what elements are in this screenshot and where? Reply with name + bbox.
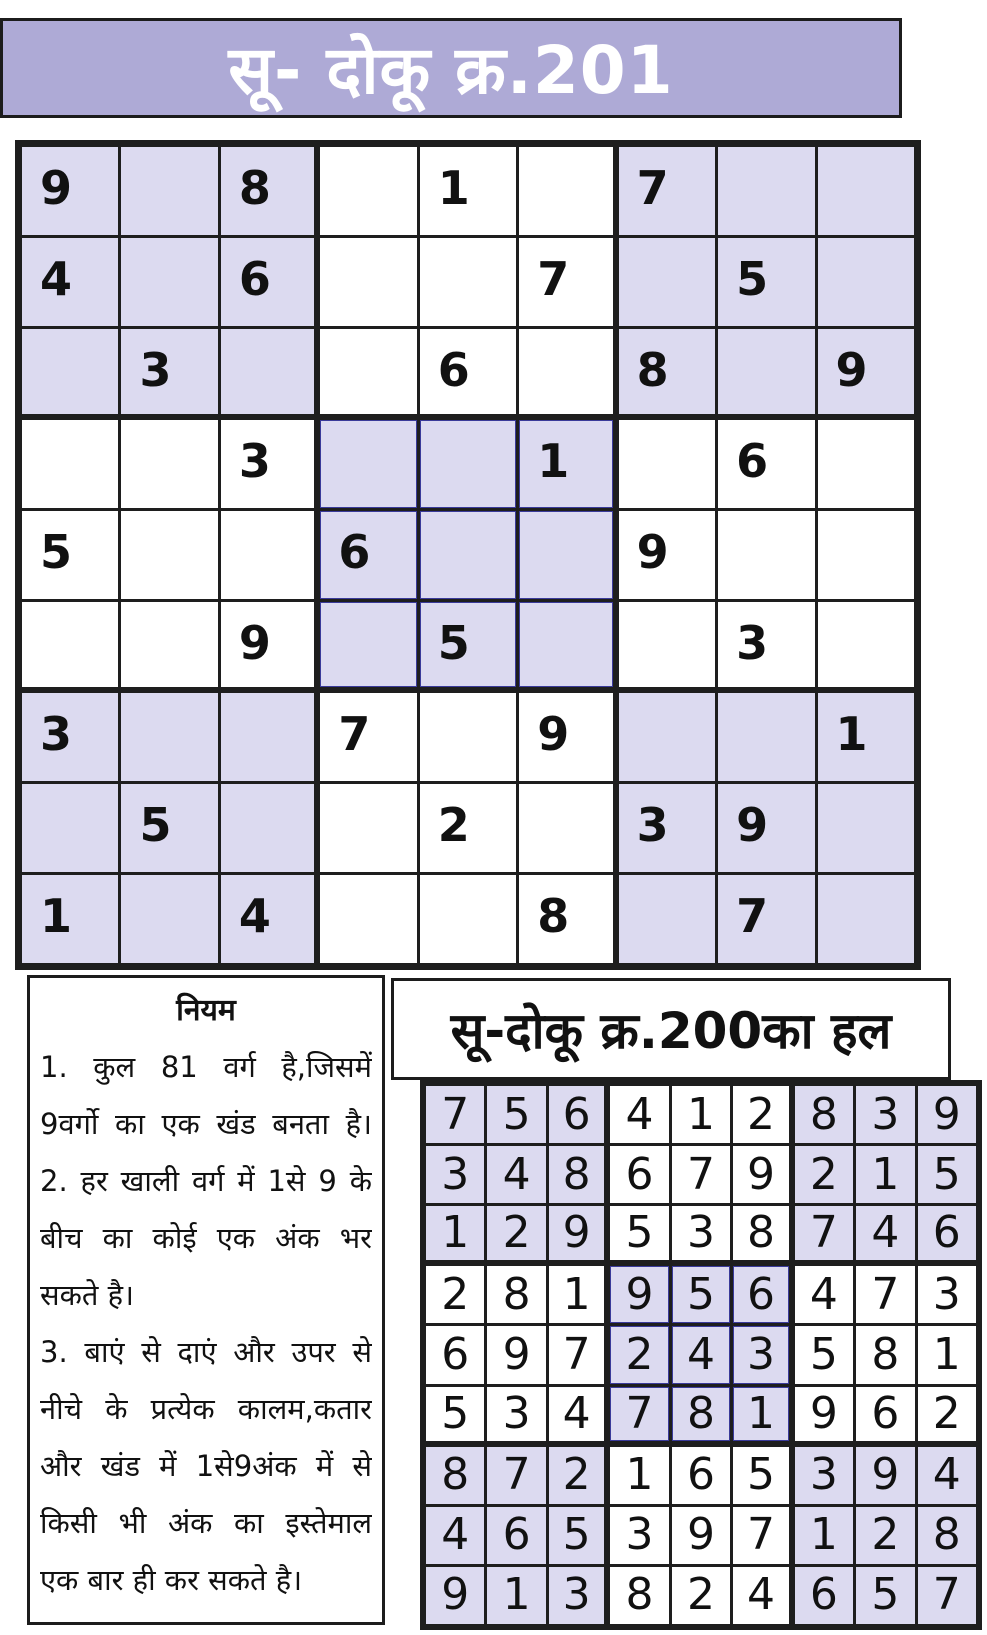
solution-cell	[918, 1086, 976, 1143]
rules-heading: नियम	[176, 993, 236, 1028]
solution-cell	[856, 1567, 914, 1624]
solution-digit: 3	[502, 1387, 531, 1439]
solution-digit: 4	[871, 1207, 900, 1259]
puzzle-digit: 3	[40, 707, 73, 761]
puzzle-cell	[619, 238, 715, 326]
puzzle-digit: 6	[338, 525, 371, 579]
puzzle-cell	[519, 511, 612, 599]
solution-cell	[610, 1266, 668, 1323]
puzzle-cell	[22, 784, 118, 872]
puzzle-cell	[619, 147, 715, 235]
puzzle-digit: 8	[238, 161, 271, 215]
puzzle-cell	[818, 602, 914, 687]
puzzle-cell	[121, 875, 217, 963]
solution-cell	[918, 1146, 976, 1203]
solution-digit: 8	[871, 1328, 900, 1380]
solution-digit: 4	[625, 1088, 654, 1140]
solution-cell	[487, 1447, 545, 1504]
solution-digit: 5	[562, 1509, 591, 1561]
puzzle-cell	[519, 420, 612, 508]
solution-cell	[856, 1326, 914, 1383]
solution-cell	[487, 1507, 545, 1564]
solution-cell	[795, 1387, 853, 1441]
solution-cell	[672, 1567, 730, 1624]
puzzle-cell	[221, 420, 314, 508]
solution-cell	[487, 1567, 545, 1624]
solution-cell	[918, 1567, 976, 1624]
solution-cell	[672, 1206, 730, 1260]
puzzle-cell	[818, 784, 914, 872]
solution-cell	[549, 1206, 604, 1260]
solution-digit: 5	[686, 1268, 715, 1320]
puzzle-cell	[420, 511, 516, 599]
puzzle-digit: 3	[139, 343, 172, 397]
solution-cell	[610, 1567, 668, 1624]
solution-digit: 1	[871, 1148, 900, 1200]
solution-cell	[426, 1326, 484, 1383]
solution-cell	[672, 1507, 730, 1564]
puzzle-cell	[420, 784, 516, 872]
solution-digit: 5	[502, 1088, 531, 1140]
solution-cell	[549, 1507, 604, 1564]
puzzle-cell	[718, 693, 814, 781]
puzzle-digit: 9	[736, 798, 769, 852]
solution-cell	[856, 1266, 914, 1323]
puzzle-cell	[22, 511, 118, 599]
solution-cell	[672, 1146, 730, 1203]
solution-digit: 3	[441, 1148, 470, 1200]
solution-cell	[733, 1507, 788, 1564]
solution-digit: 6	[441, 1328, 470, 1380]
solution-cell	[733, 1086, 788, 1143]
solution-digit: 2	[562, 1449, 591, 1501]
solution-digit: 3	[809, 1449, 838, 1501]
solution-cell	[795, 1567, 853, 1624]
solution-digit: 6	[932, 1207, 961, 1259]
puzzle-digit: 1	[40, 889, 73, 943]
puzzle-cell	[818, 147, 914, 235]
solution-cell	[426, 1146, 484, 1203]
solution-digit: 1	[441, 1207, 470, 1259]
puzzle-cell	[320, 511, 416, 599]
solution-cell	[426, 1447, 484, 1504]
solution-cell	[856, 1447, 914, 1504]
puzzle-cell	[718, 238, 814, 326]
solution-cell	[487, 1266, 545, 1323]
rules-line: 3. बाएं से दाएं और उपर से	[40, 1335, 372, 1369]
puzzle-cell	[420, 875, 516, 963]
solution-cell	[487, 1326, 545, 1383]
solution-cell	[610, 1387, 668, 1441]
solution-digit: 7	[441, 1088, 470, 1140]
puzzle-cell	[221, 875, 314, 963]
solution-digit: 8	[502, 1268, 531, 1320]
puzzle-digit: 9	[636, 525, 669, 579]
rules-line: 9वर्गो का एक खंड बनता है।	[40, 1107, 372, 1141]
puzzle-cell	[22, 875, 118, 963]
solution-cell	[856, 1507, 914, 1564]
puzzle-cell	[619, 511, 715, 599]
title-banner	[0, 18, 902, 118]
solution-cell	[733, 1326, 788, 1383]
solution-digit: 8	[441, 1449, 470, 1501]
puzzle-digit: 5	[40, 525, 73, 579]
puzzle-digit: 3	[238, 434, 271, 488]
solution-cell	[795, 1266, 853, 1323]
solution-digit: 7	[746, 1509, 775, 1561]
solution-digit: 1	[502, 1569, 531, 1621]
puzzle-cell	[420, 420, 516, 508]
solution-cell	[610, 1447, 668, 1504]
puzzle-cell	[22, 238, 118, 326]
solution-digit: 9	[686, 1509, 715, 1561]
puzzle-digit: 4	[238, 889, 271, 943]
puzzle-cell	[619, 602, 715, 687]
solution-cell	[918, 1447, 976, 1504]
puzzle-digit: 8	[537, 889, 570, 943]
puzzle-digit: 5	[139, 798, 172, 852]
rules-line: सकते है।	[40, 1278, 135, 1312]
solution-digit: 1	[686, 1088, 715, 1140]
solution-cell	[549, 1266, 604, 1323]
solution-cell	[733, 1447, 788, 1504]
puzzle-cell	[718, 420, 814, 508]
solution-cell	[610, 1146, 668, 1203]
puzzle-cell	[519, 329, 612, 414]
puzzle-cell	[320, 147, 416, 235]
solution-cell	[918, 1326, 976, 1383]
solution-digit: 5	[625, 1207, 654, 1259]
puzzle-cell	[818, 875, 914, 963]
puzzle-cell	[320, 602, 416, 687]
rules-line: 2. हर खाली वर्ग में 1से 9 के	[40, 1164, 372, 1198]
puzzle-cell	[320, 693, 416, 781]
solution-digit: 8	[746, 1207, 775, 1259]
puzzle-digit: 4	[40, 252, 73, 306]
solution-cell	[733, 1146, 788, 1203]
solution-cell	[610, 1086, 668, 1143]
solution-digit: 4	[502, 1148, 531, 1200]
solution-digit: 7	[932, 1569, 961, 1621]
solution-digit: 1	[746, 1387, 775, 1439]
puzzle-digit: 5	[736, 252, 769, 306]
solution-digit: 7	[809, 1207, 838, 1259]
solution-digit: 9	[441, 1569, 470, 1621]
solution-digit: 2	[686, 1569, 715, 1621]
solution-digit: 8	[932, 1509, 961, 1561]
solution-digit: 6	[625, 1148, 654, 1200]
puzzle-cell	[718, 602, 814, 687]
solution-cell	[733, 1387, 788, 1441]
puzzle-cell	[519, 875, 612, 963]
puzzle-cell	[221, 602, 314, 687]
solution-cell	[733, 1206, 788, 1260]
solution-cell	[856, 1146, 914, 1203]
puzzle-digit: 1	[835, 707, 868, 761]
solution-cell	[733, 1567, 788, 1624]
puzzle-cell	[619, 420, 715, 508]
puzzle-digit: 3	[636, 798, 669, 852]
puzzle-digit: 9	[238, 616, 271, 670]
solution-digit: 9	[746, 1148, 775, 1200]
solution-digit: 9	[502, 1328, 531, 1380]
puzzle-cell	[221, 693, 314, 781]
solution-digit: 4	[441, 1509, 470, 1561]
puzzle-cell	[420, 693, 516, 781]
solution-cell	[610, 1507, 668, 1564]
solution-digit: 6	[809, 1569, 838, 1621]
solution-cell	[549, 1387, 604, 1441]
solution-cell	[549, 1326, 604, 1383]
solution-digit: 8	[625, 1569, 654, 1621]
solution-digit: 1	[809, 1509, 838, 1561]
puzzle-cell	[22, 602, 118, 687]
solution-cell	[487, 1387, 545, 1441]
puzzle-cell	[121, 784, 217, 872]
solution-digit: 7	[871, 1268, 900, 1320]
puzzle-digit: 6	[437, 343, 470, 397]
solution-digit: 9	[809, 1387, 838, 1439]
puzzle-cell	[320, 420, 416, 508]
puzzle-cell	[221, 511, 314, 599]
solution-cell	[672, 1086, 730, 1143]
puzzle-digit: 6	[238, 252, 271, 306]
puzzle-cell	[221, 329, 314, 414]
solution-cell	[426, 1206, 484, 1260]
solution-digit: 4	[932, 1449, 961, 1501]
puzzle-title: सू- दोकू क्र.201	[228, 32, 674, 109]
solution-digit: 6	[562, 1088, 591, 1140]
solution-cell	[918, 1507, 976, 1564]
solution-digit: 7	[562, 1328, 591, 1380]
puzzle-cell	[519, 602, 612, 687]
solution-digit: 5	[932, 1148, 961, 1200]
puzzle-digit: 7	[636, 161, 669, 215]
solution-cell	[426, 1387, 484, 1441]
solution-digit: 9	[932, 1088, 961, 1140]
solution-digit: 4	[562, 1387, 591, 1439]
solution-digit: 4	[746, 1569, 775, 1621]
solution-digit: 1	[932, 1328, 961, 1380]
solution-digit: 8	[809, 1088, 838, 1140]
puzzle-cell	[22, 329, 118, 414]
puzzle-cell	[221, 784, 314, 872]
solution-cell	[795, 1326, 853, 1383]
puzzle-cell	[320, 329, 416, 414]
solution-cell	[918, 1387, 976, 1441]
solution-cell	[733, 1266, 788, 1323]
solution-cell	[856, 1086, 914, 1143]
puzzle-cell	[818, 693, 914, 781]
solution-digit: 3	[871, 1088, 900, 1140]
solution-cell	[795, 1146, 853, 1203]
puzzle-cell	[420, 238, 516, 326]
puzzle-cell	[818, 238, 914, 326]
puzzle-cell	[221, 238, 314, 326]
puzzle-cell	[718, 147, 814, 235]
puzzle-digit: 5	[437, 616, 470, 670]
solution-digit: 5	[441, 1387, 470, 1439]
solution-digit: 9	[871, 1449, 900, 1501]
puzzle-cell	[619, 329, 715, 414]
solution-cell	[795, 1206, 853, 1260]
puzzle-cell	[121, 511, 217, 599]
rules-line: किसी भी अंक का इस्तेमाल	[40, 1506, 372, 1540]
solution-cell	[549, 1447, 604, 1504]
solution-cell	[610, 1326, 668, 1383]
solution-cell	[795, 1086, 853, 1143]
rules-line: बीच का कोई एक अंक भर	[40, 1221, 372, 1255]
puzzle-cell	[320, 784, 416, 872]
solution-grid	[420, 1080, 982, 1630]
solution-digit: 4	[809, 1268, 838, 1320]
puzzle-digit: 9	[835, 343, 868, 397]
solution-cell	[549, 1567, 604, 1624]
solution-digit: 3	[562, 1569, 591, 1621]
solution-cell	[856, 1206, 914, 1260]
puzzle-cell	[22, 420, 118, 508]
puzzle-cell	[619, 784, 715, 872]
puzzle-cell	[718, 511, 814, 599]
solution-cell	[426, 1086, 484, 1143]
puzzle-cell	[121, 693, 217, 781]
solution-cell	[426, 1567, 484, 1624]
puzzle-cell	[818, 329, 914, 414]
solution-digit: 2	[932, 1387, 961, 1439]
puzzle-cell	[718, 784, 814, 872]
puzzle-cell	[320, 238, 416, 326]
solution-cell	[487, 1206, 545, 1260]
solution-cell	[487, 1086, 545, 1143]
puzzle-digit: 6	[736, 434, 769, 488]
solution-cell	[795, 1447, 853, 1504]
solution-cell	[426, 1266, 484, 1323]
puzzle-digit: 7	[338, 707, 371, 761]
puzzle-cell	[519, 784, 612, 872]
solution-digit: 4	[686, 1328, 715, 1380]
puzzle-digit: 3	[736, 616, 769, 670]
rules-line: नीचे के प्रत्येक कालम,कतार	[40, 1392, 372, 1426]
solution-digit: 2	[746, 1088, 775, 1140]
solution-digit: 7	[686, 1148, 715, 1200]
solution-digit: 3	[746, 1328, 775, 1380]
puzzle-cell	[121, 420, 217, 508]
rules-line: और खंड में 1से9अंक में से	[40, 1449, 372, 1483]
solution-cell	[549, 1086, 604, 1143]
puzzle-cell	[718, 875, 814, 963]
solution-digit: 9	[562, 1207, 591, 1259]
solution-cell	[856, 1387, 914, 1441]
puzzle-cell	[519, 693, 612, 781]
solution-title-box	[391, 978, 951, 1080]
solution-digit: 5	[746, 1449, 775, 1501]
solution-digit: 1	[562, 1268, 591, 1320]
solution-digit: 6	[746, 1268, 775, 1320]
puzzle-digit: 1	[537, 434, 570, 488]
solution-cell	[672, 1387, 730, 1441]
puzzle-cell	[519, 147, 612, 235]
solution-digit: 9	[625, 1268, 654, 1320]
rules-line: एक बार ही कर सकते है।	[40, 1563, 303, 1597]
puzzle-cell	[420, 329, 516, 414]
solution-digit: 6	[686, 1449, 715, 1501]
rules-line: 1. कुल 81 वर्ग है,जिसमें	[40, 1050, 372, 1084]
puzzle-digit: 7	[537, 252, 570, 306]
puzzle-cell	[22, 693, 118, 781]
puzzle-cell	[619, 875, 715, 963]
puzzle-digit: 8	[636, 343, 669, 397]
solution-title: सू-दोकू क्र.200का हल	[450, 1002, 892, 1060]
solution-cell	[426, 1507, 484, 1564]
solution-digit: 1	[625, 1449, 654, 1501]
puzzle-cell	[818, 420, 914, 508]
solution-cell	[672, 1326, 730, 1383]
solution-cell	[795, 1507, 853, 1564]
puzzle-cell	[718, 329, 814, 414]
solution-digit: 2	[502, 1207, 531, 1259]
solution-digit: 6	[502, 1509, 531, 1561]
solution-digit: 5	[871, 1569, 900, 1621]
puzzle-cell	[619, 693, 715, 781]
solution-cell	[672, 1266, 730, 1323]
solution-cell	[672, 1447, 730, 1504]
solution-cell	[918, 1266, 976, 1323]
solution-digit: 8	[562, 1148, 591, 1200]
puzzle-grid	[15, 140, 921, 970]
puzzle-digit: 7	[736, 889, 769, 943]
puzzle-digit: 2	[437, 798, 470, 852]
puzzle-cell	[818, 511, 914, 599]
puzzle-cell	[121, 602, 217, 687]
solution-digit: 6	[871, 1387, 900, 1439]
solution-digit: 2	[871, 1509, 900, 1561]
solution-digit: 7	[625, 1387, 654, 1439]
puzzle-cell	[420, 147, 516, 235]
solution-digit: 3	[625, 1509, 654, 1561]
solution-cell	[487, 1146, 545, 1203]
solution-digit: 5	[809, 1328, 838, 1380]
puzzle-cell	[121, 329, 217, 414]
puzzle-cell	[121, 147, 217, 235]
solution-cell	[549, 1146, 604, 1203]
puzzle-cell	[420, 602, 516, 687]
puzzle-digit: 9	[40, 161, 73, 215]
solution-cell	[610, 1206, 668, 1260]
puzzle-cell	[121, 238, 217, 326]
puzzle-digit: 1	[437, 161, 470, 215]
solution-digit: 3	[932, 1268, 961, 1320]
solution-digit: 2	[625, 1328, 654, 1380]
solution-digit: 2	[809, 1148, 838, 1200]
solution-digit: 3	[686, 1207, 715, 1259]
rules-panel	[27, 975, 385, 1625]
solution-digit: 7	[502, 1449, 531, 1501]
solution-digit: 2	[441, 1268, 470, 1320]
puzzle-cell	[320, 875, 416, 963]
solution-digit: 8	[686, 1387, 715, 1439]
puzzle-cell	[22, 147, 118, 235]
solution-cell	[918, 1206, 976, 1260]
puzzle-digit: 9	[537, 707, 570, 761]
puzzle-cell	[221, 147, 314, 235]
puzzle-cell	[519, 238, 612, 326]
